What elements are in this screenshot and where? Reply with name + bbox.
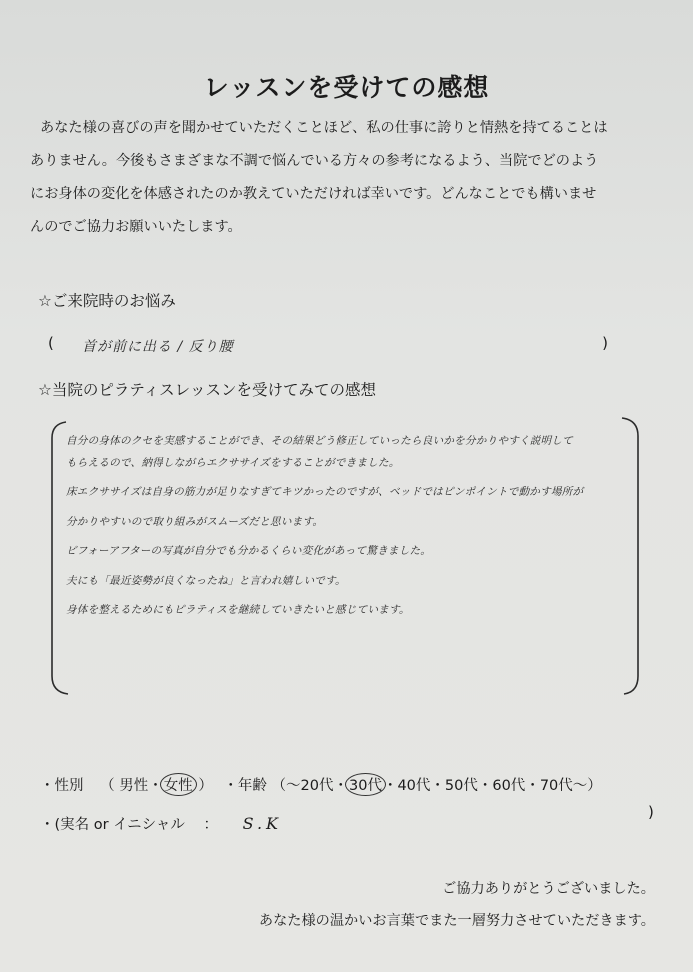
impression-text	[66, 427, 626, 626]
gender-paren-close: ）	[198, 778, 213, 794]
impression-line: 床エクササイズは自身の筋力が足りなすぎてキツかったのですが、ベッドではピンポイントで動かす場所が	[66, 486, 584, 498]
impression-line: 夫にも「最近姿勢が良くなったね」と言われ嬉しいです。	[66, 574, 346, 587]
gender-paren-open: （	[100, 778, 115, 794]
gender-age-row	[40, 773, 602, 796]
age-option: 60代	[492, 778, 526, 794]
closing-thanks: ご協力ありがとうございました。	[442, 881, 655, 897]
impression-line: 自分の身体のクセを実感することができ、その結果どう修正していったら良いかを分かりやすく説明して	[66, 435, 573, 447]
age-sep: ・	[477, 778, 493, 794]
impression-line: もらえるので、納得しながらエクササイズをすることができました。	[66, 456, 400, 469]
gender-option-male: 男性	[119, 778, 149, 794]
age-option: 〜20代	[286, 778, 334, 794]
intro-line: にお身体の変化を体感されたのか教えていただければ幸いです。どんなことでも構いませ	[30, 186, 597, 202]
age-sep: ・	[382, 778, 398, 794]
paren-close: )	[602, 334, 608, 352]
gender-sep: ・	[148, 778, 163, 794]
intro-line: ありません。今後もさまざまな不調で悩んでいる方々の参考になるよう、当院でどのよう	[30, 153, 599, 169]
age-sep: ・	[333, 778, 348, 794]
worry-heading: ☆ご来院時のお悩み	[38, 292, 176, 310]
impression-line: 分かりやすいので取り組みがスムーズだと思います。	[66, 515, 324, 528]
impression-line: ビフォーアフターの写真が自分でも分かるくらい変化があって驚きました。	[66, 545, 432, 557]
age-paren-close: ）	[587, 778, 602, 794]
age-option-selected: 30代	[345, 773, 386, 796]
age-option: 50代	[444, 778, 478, 794]
gender-label: ・性別	[40, 778, 84, 794]
intro-line: んのでご協力お願いいたします。	[30, 219, 242, 235]
closing-message: あなた様の温かいお言葉でまた一層努力させていただきます。	[258, 913, 655, 929]
age-paren-open: （	[271, 778, 287, 794]
paren-open: (	[48, 334, 54, 352]
name-label: ・(実名 or イニシャル	[40, 817, 185, 833]
name-colon: ：	[203, 817, 218, 833]
impression-heading: ☆当院のピラティスレッスンを受けてみての感想	[38, 381, 377, 399]
name-paren-close: )	[648, 803, 654, 821]
intro-paragraph	[30, 112, 660, 244]
intro-line: あなた様の喜びの声を聞かせていただくことほど、私の仕事に誇りと情熱を持てることは	[40, 120, 608, 136]
age-sep: ・	[525, 778, 540, 794]
age-option: 70代〜	[539, 778, 588, 794]
name-initial-value: S.K	[242, 814, 282, 833]
page-title: レッスンを受けての感想	[203, 73, 490, 102]
gender-option-female-selected: 女性	[160, 773, 197, 796]
age-sep: ・	[430, 778, 445, 794]
name-row	[40, 813, 282, 834]
impression-line: 身体を整えるためにもピラティスを継続していきたいと感じています。	[66, 604, 410, 616]
age-option: 40代	[397, 778, 431, 794]
age-label: ・年齢	[223, 778, 267, 794]
worry-answer: 首が前に出る / 反り腰	[82, 339, 234, 355]
